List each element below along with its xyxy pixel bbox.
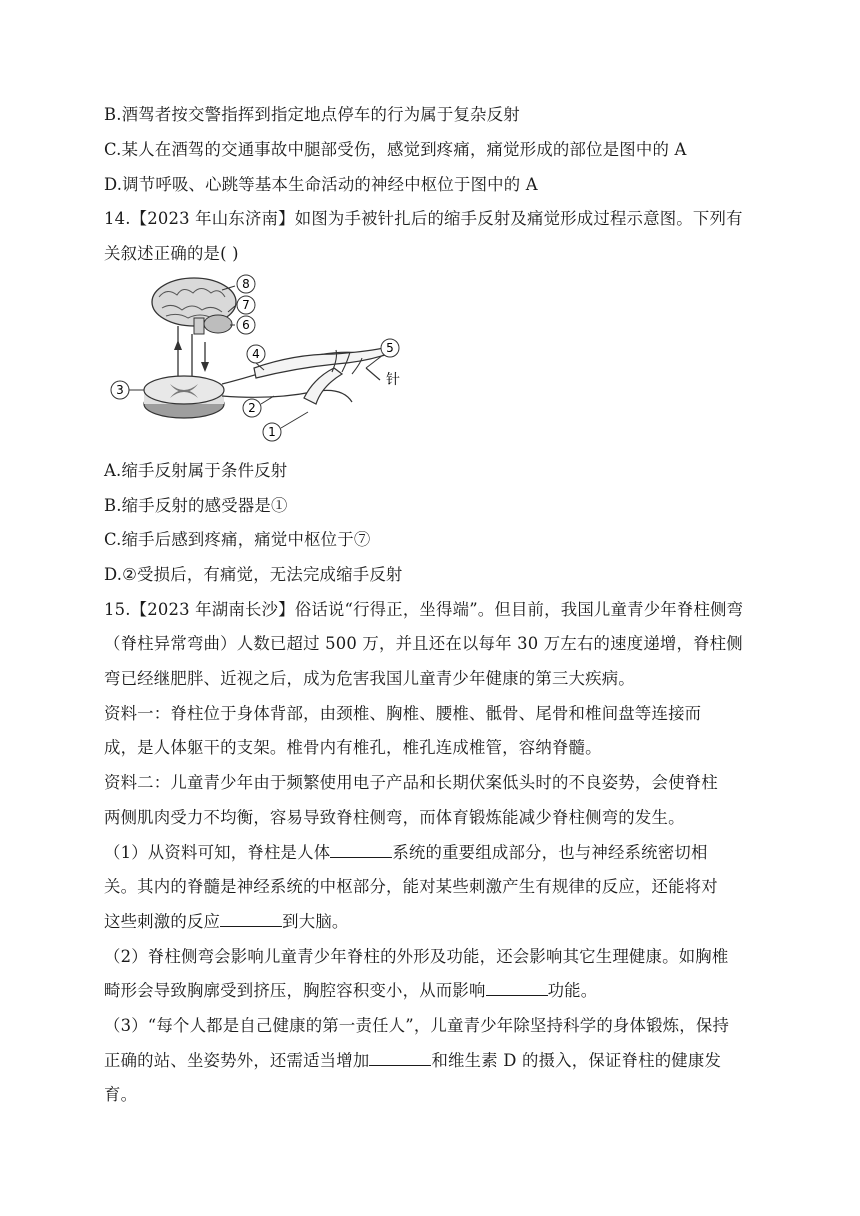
q15-material1-line1: 资料一：脊柱位于身体背部，由颈椎、胸椎、腰椎、骶骨、尾骨和椎间盘等连接而 <box>104 704 702 723</box>
q15-stem-line1: 15.【2023 年湖南长沙】俗话说“行得正，坐得端”。但目前，我国儿童青少年脊柱侧弯 <box>104 600 744 619</box>
q15-sub1-text-d: 到大脑。 <box>282 912 349 931</box>
figure-label-1 <box>263 412 308 441</box>
svg-text:2: 2 <box>248 401 256 415</box>
needle-label: 针 <box>386 372 400 388</box>
q13-option-c: C.某人在酒驾的交通事故中腿部受伤，感觉到疼痛，痛觉形成的部位是图中的 A <box>104 140 687 159</box>
q14-option-d: D.②受损后，有痛觉，无法完成缩手反射 <box>104 565 403 584</box>
q15-stem-line3: 弯已经继肥胖、近视之后，成为危害我国儿童青少年健康的第三大疾病。 <box>104 669 635 688</box>
q15-material2-line1: 资料二：儿童青少年由于频繁使用电子产品和长期伏案低头时的不良姿势，会使脊柱 <box>104 773 718 792</box>
q15-sub1-text-b: 系统的重要组成部分，也与神经系统密切相 <box>392 843 708 862</box>
q15-sub1-line1 <box>104 842 708 864</box>
svg-text:3: 3 <box>116 383 124 397</box>
spinal-cord-section <box>144 376 224 418</box>
q14-option-b: B.缩手反射的感受器是① <box>104 496 288 515</box>
svg-text:7: 7 <box>242 298 250 312</box>
q15-sub2-line1: （2）脊柱侧弯会影响儿童青少年脊柱的外形及功能，还会影响其它生理健康。如胸椎 <box>104 947 729 966</box>
q15-sub1-text-a: （1）从资料可知，脊柱是人体 <box>104 843 331 862</box>
q15-sub3-line3: 育。 <box>104 1085 138 1104</box>
q13-option-d: D.调节呼吸、心跳等基本生命活动的神经中枢位于图中的 A <box>104 175 538 194</box>
svg-text:6: 6 <box>242 318 250 332</box>
q15-sub3-line2 <box>104 1050 721 1072</box>
figure-label-3 <box>111 381 144 399</box>
q15-stem-line2: （脊柱异常弯曲）人数已超过 500 万，并且还在以每年 30 万左右的速度递增，脊柱侧 <box>104 634 743 653</box>
svg-text:4: 4 <box>252 347 260 361</box>
q15-material1-line2: 成，是人体躯干的支架。椎骨内有椎孔，椎孔连成椎管，容纳脊髓。 <box>104 738 602 757</box>
q14-stem-line2: 关叙述正确的是( ) <box>104 244 239 263</box>
svg-text:5: 5 <box>386 341 394 355</box>
q14-stem-line1: 14.【2023 年山东济南】如图为手被针扎后的缩手反射及痛觉形成过程示意图。下列有 <box>104 209 743 228</box>
svg-text:1: 1 <box>268 425 276 439</box>
q14-option-c: C.缩手后感到疼痛，痛觉中枢位于⑦ <box>104 530 371 549</box>
q14-option-a: A.缩手反射属于条件反射 <box>104 461 288 480</box>
figure-label-2 <box>243 396 274 417</box>
svg-text:8: 8 <box>242 277 250 291</box>
q15-sub1-text-c: 这些刺激的反应 <box>104 912 221 931</box>
q15-sub2-text-b: 功能。 <box>547 981 598 1000</box>
answer-blank-1[interactable] <box>330 843 392 858</box>
q15-sub1-line2: 关。其内的脊髓是神经系统的中枢部分，能对某些刺激产生有规律的反应，还能将对 <box>104 877 718 896</box>
answer-blank-2[interactable] <box>220 912 282 927</box>
reflex-arc-figure <box>104 272 424 442</box>
answer-blank-3[interactable] <box>486 981 548 996</box>
q15-sub1-line3 <box>104 911 349 933</box>
arm-illustration <box>254 348 388 404</box>
q15-material2-line2: 两侧肌肉受力不均衡，容易导致脊柱侧弯，而体育锻炼能减少脊柱侧弯的发生。 <box>104 808 685 827</box>
brain-illustration <box>152 278 236 334</box>
q15-sub3-text-a: 正确的站、坐姿势外，还需适当增加 <box>104 1051 370 1070</box>
q15-sub3-text-b: 和维生素 D 的摄入，保证脊柱的健康发 <box>431 1051 722 1070</box>
figure-label-6 <box>230 316 255 334</box>
q15-sub3-line1: （3）“每个人都是自己健康的第一责任人”，儿童青少年除坚持科学的身体锻炼，保持 <box>104 1016 730 1035</box>
q15-sub2-line2 <box>104 980 597 1002</box>
answer-blank-4[interactable] <box>369 1051 431 1066</box>
q13-option-b: B.酒驾者按交警指挥到指定地点停车的行为属于复杂反射 <box>104 105 520 124</box>
q15-sub2-text-a: 畸形会导致胸廓受到挤压，胸腔容积变小，从而影响 <box>104 981 486 1000</box>
